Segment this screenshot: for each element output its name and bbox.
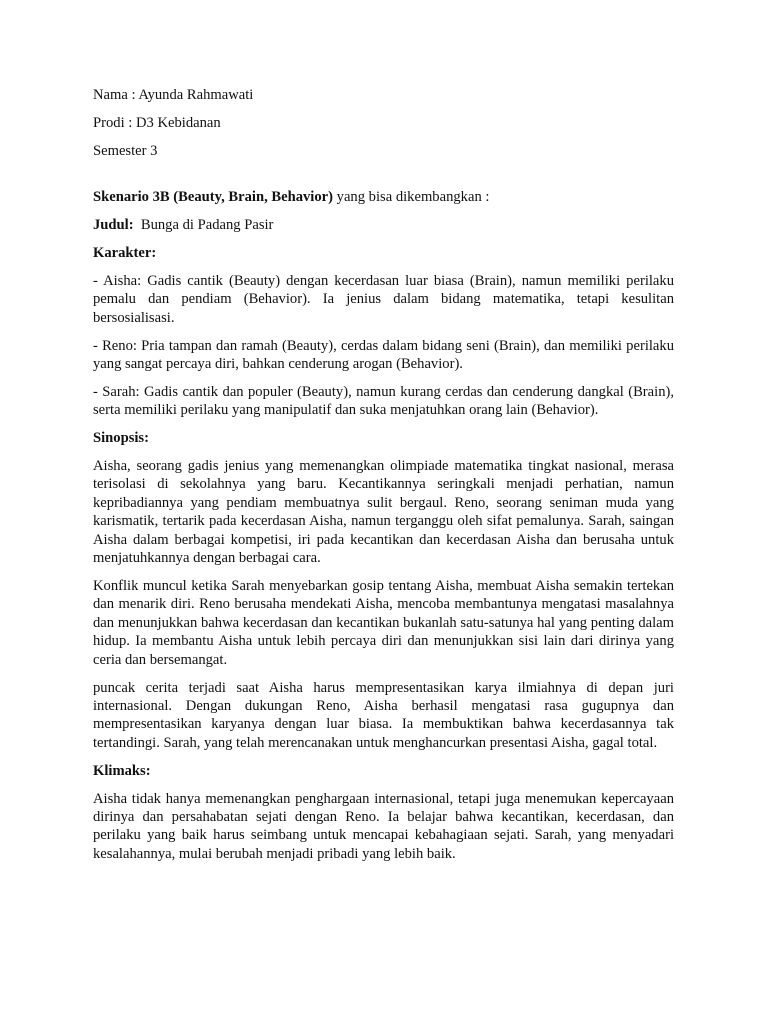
semester: Semester 3 [93,142,158,159]
title-value: Bunga di Padang Pasir [133,217,274,234]
synopsis-paragraph: Konflik muncul ketika Sarah menyebarkan gosip tentang Aisha, membuat Aisha semakin tertekan dan menarik diri. Reno berusaha mendekati Aisha, mencoba membantunya mengatasi masalahnya dan menunjukkan bahwa kecerdasan dan kecantikan bukanlah satu-satunya hal yang penting dalam hidup. Ia membantu Aisha untuk lebih percaya diri dan menunjukkan sisi lain dari dirinya yang ceria dan bersemangat. [93,578,674,668]
synopsis-paragraph: Aisha, seorang gadis jenius yang memenangkan olimpiade matematika tingkat nasional, merasa terisolasi di sekolahnya yang baru. Kecantikannya seringkali menjadi perhatian, namun kepribadiannya yang pendiam membuatnya sulit bergaul. Reno, seorang seniman muda yang karismatik, tertarik pada kecerdasan Aisha, namun terganggu oleh sifat pemalunya. Sarah, saingan Aisha dalam berbagai kompetisi, iri pada kecantikan dan kecerdasan Aisha dan berusaha untuk menjatuhkannya dengan berbagai cara. [93,458,674,567]
scenario-title: Skenario 3B (Beauty, Brain, Behavior) [93,189,333,206]
characters-heading: Karakter: [93,244,157,261]
character-aisha: - Aisha: Gadis cantik (Beauty) dengan kecerdasan luar biasa (Brain), namun memiliki perilaku pemalu dan pendiam (Behavior). Ia jenius dalam bidang matematika, tetapi kesulitan bersosialisasi. [93,272,674,326]
climax-paragraph: Aisha tidak hanya memenangkan penghargaan internasional, tetapi juga menemukan kepercayaan dirinya dan persahabatan sejati dengan Reno. Ia belajar bahwa kecantikan, kecerdasan, dan perilaku yang baik harus seimbang untuk mencapai kebahagiaan sejati. Sarah, yang menyadari kesalahannya, mulai berubah menjadi pribadi yang lebih baik. [93,790,674,862]
title-line [93,216,674,234]
blank-line [93,170,674,188]
scenario-line [93,188,674,206]
climax-heading: Klimaks: [93,762,151,779]
character-sarah: - Sarah: Gadis cantik dan populer (Beauty), namun kurang cerdas dan cenderung dangkal (Brain), serta memiliki perilaku yang manipulatif dan suka menjatuhkan orang lain (Behavior). [93,383,674,419]
synopsis-heading: Sinopsis: [93,430,149,447]
document-page [93,86,674,873]
synopsis-paragraph: puncak cerita terjadi saat Aisha harus mempresentasikan karya ilmiahnya di depan juri internasional. Dengan dukungan Reno, Aisha berhasil mengatasi rasa gugupnya dan mempresentasikan karyanya dengan luar biasa. Ia membuktikan bahwa kecerdasannya tak tertandingi. Sarah, yang telah merencanakan untuk menghancurkan presentasi Aisha, gagal total. [93,679,674,751]
student-name: Nama : Ayunda Rahmawati [93,87,254,103]
scenario-rest: yang bisa dikembangkan : [333,189,490,206]
title-label: Judul: [93,217,134,234]
character-reno: - Reno: Pria tampan dan ramah (Beauty), cerdas dalam bidang seni (Brain), dan memiliki perilaku yang sangat percaya diri, bahkan cenderung arogan (Behavior). [93,337,674,372]
study-program: Prodi : D3 Kebidanan [93,114,221,131]
